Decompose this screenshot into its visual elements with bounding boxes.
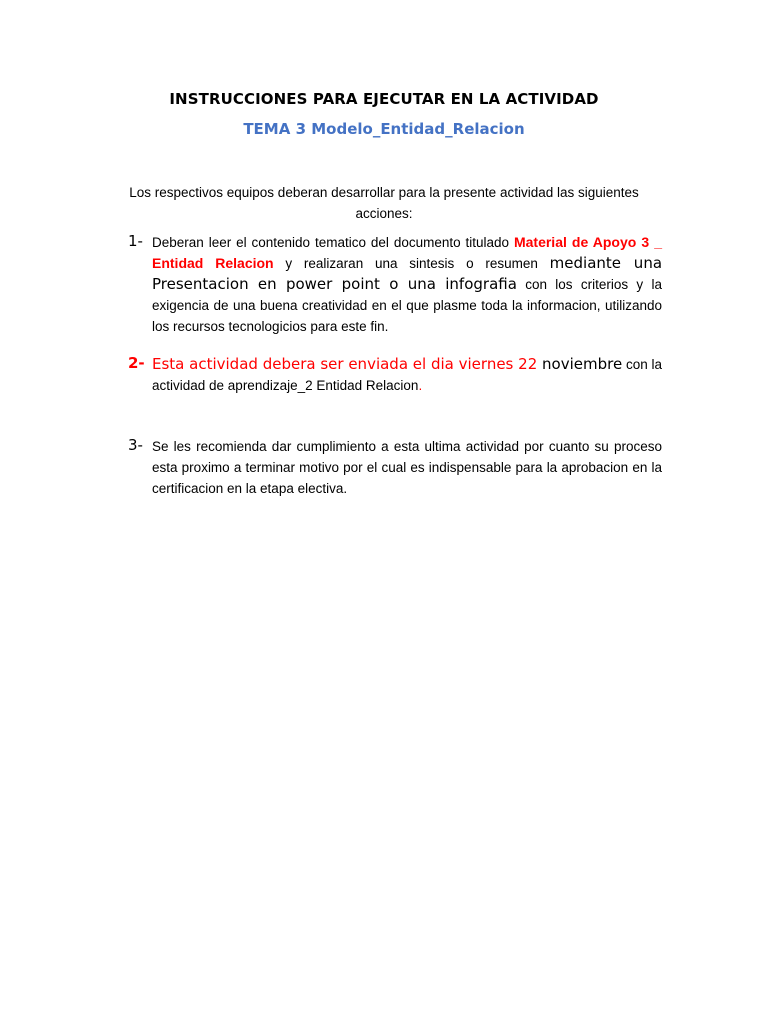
item-2-end-period: . — [418, 378, 423, 393]
list-item-3 — [128, 436, 662, 499]
document-subtitle: TEMA 3 Modelo_Entidad_Relacion — [243, 120, 525, 138]
item-2-deadline-highlight: Esta actividad debera ser enviada el dia viernes 22 — [152, 355, 538, 373]
item-1-document-title-highlight: Material de Apoyo 3 _ Entidad Relacion — [152, 234, 662, 271]
list-item-number: 1- — [128, 232, 143, 250]
list-item-text: Se les recomienda dar cumplimiento a esta ultima actividad por cuanto su proceso esta proximo a terminar motivo por el cual es indispensable para la aprobacion en la certificacion en la etapa electiva. — [152, 439, 662, 496]
list-item-1 — [128, 232, 662, 337]
item-1-large-text: mediante una Presentacion en power point o una infografia — [152, 254, 663, 293]
list-item-number: 3- — [128, 436, 143, 454]
item-1-text-part1: Deberan leer el contenido tematico del documento titulado — [152, 235, 514, 250]
list-item-number: 2- — [128, 354, 145, 372]
list-item-text — [152, 232, 662, 337]
item-1-text-part2: y realizaran una sintesis o resumen — [273, 256, 550, 271]
document-title: INSTRUCCIONES PARA EJECUTAR EN LA ACTIVIDAD — [169, 90, 599, 108]
list-item-text — [152, 354, 662, 396]
item-1-text-part3: con los criterios y la exigencia de una buena creatividad en el que plasme toda la informacion, utilizando los recursos tecnologicios para este fin. — [152, 277, 662, 334]
list-item-2 — [128, 354, 662, 396]
item-2-text-part1: con la actividad de aprendizaje_2 Entidad Relacion — [152, 357, 663, 393]
item-2-month-text: noviembre — [537, 355, 623, 373]
intro-paragraph: Los respectivos equipos deberan desarrollar para la presente actividad las siguientes acciones: — [129, 185, 639, 221]
